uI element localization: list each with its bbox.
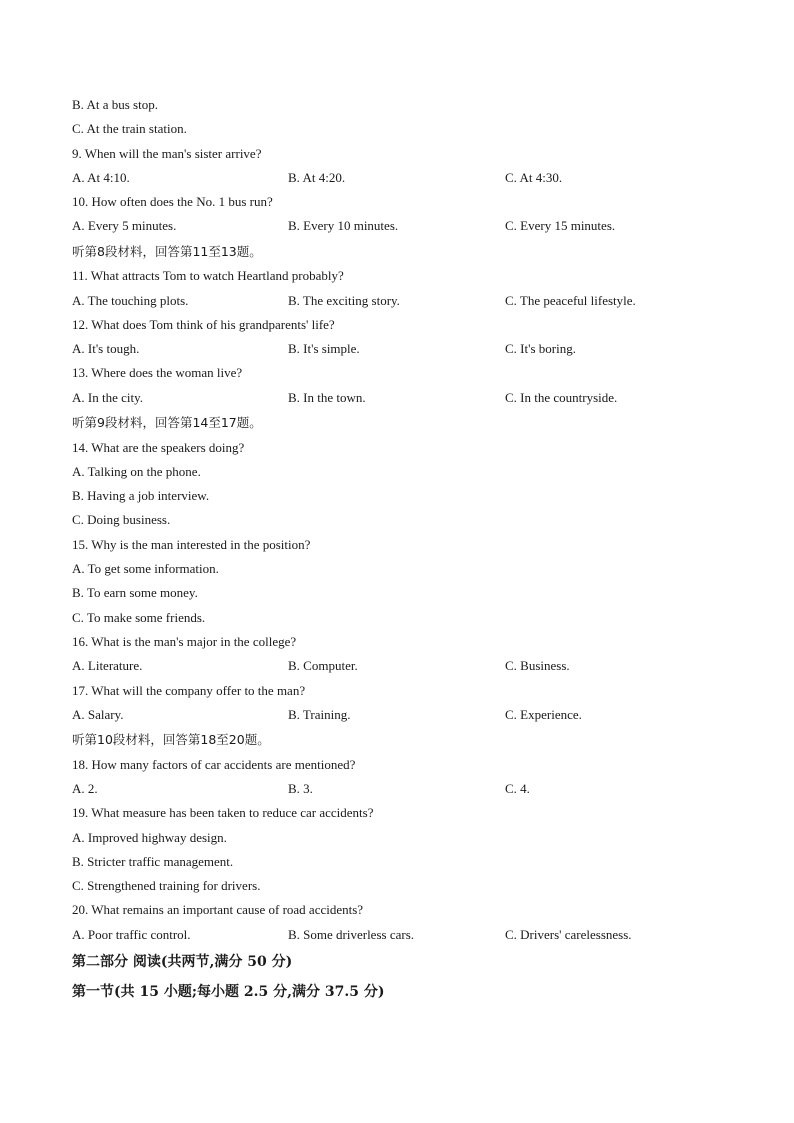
option-line: C. Strengthened training for drivers.: [72, 878, 261, 894]
option-a: A. Salary.: [72, 706, 124, 722]
question-text: 20. What remains an important cause of road accidents?: [72, 902, 364, 918]
option-b: B. Computer.: [288, 658, 358, 674]
option-b: B. Every 10 minutes.: [288, 218, 399, 234]
question-text: 18. How many factors of car accidents are mentioned?: [72, 756, 356, 772]
question-text: 12. What does Tom think of his grandparents' life?: [72, 316, 335, 332]
option-c: C. Every 15 minutes.: [505, 218, 616, 234]
option-b: B. In the town.: [288, 389, 366, 405]
option-c: C. It's boring.: [505, 341, 576, 357]
document-page: [72, 93, 732, 1007]
question-text: 13. Where does the woman live?: [72, 365, 243, 381]
option-a: A. 2.: [72, 780, 98, 796]
option-a: A. In the city.: [72, 389, 143, 405]
option-a: A. At 4:10.: [72, 169, 130, 185]
option-c: C. 4.: [505, 780, 530, 796]
option-b: B. The exciting story.: [288, 292, 400, 308]
option-line: C. At the train station.: [72, 121, 187, 137]
answer-options-row: [72, 777, 732, 801]
question-text: 11. What attracts Tom to watch Heartland probably?: [72, 268, 344, 284]
option-b: B. At 4:20.: [288, 169, 346, 185]
answer-options-row: [72, 214, 732, 238]
question-text: 14. What are the speakers doing?: [72, 439, 245, 455]
option-a: A. Poor traffic control.: [72, 926, 191, 942]
question-text: 15. Why is the man interested in the position?: [72, 536, 311, 552]
answer-options-row: [72, 703, 732, 727]
option-c: C. In the countryside.: [505, 389, 618, 405]
question-text: 17. What will the company offer to the man?: [72, 682, 306, 698]
section-instruction: 听第10段材料，回答第18至20题。: [72, 732, 270, 748]
option-a: A. Literature.: [72, 658, 143, 674]
option-b: B. Some driverless cars.: [288, 926, 415, 942]
section-instruction: 听第8段材料，回答第11至13题。: [72, 243, 262, 259]
option-c: C. The peaceful lifestyle.: [505, 292, 636, 308]
option-line: A. Talking on the phone.: [72, 463, 201, 479]
answer-options-row: [72, 923, 732, 947]
option-c: C. Business.: [505, 658, 570, 674]
option-a: A. It's tough.: [72, 341, 140, 357]
part-heading: 第一节(共 15 小题;每小题 2.5 分,满分 37.5 分): [72, 984, 385, 1000]
answer-options-row: [72, 654, 732, 678]
option-c: C. Experience.: [505, 706, 582, 722]
answer-options-row: [72, 289, 732, 313]
question-text: 9. When will the man's sister arrive?: [72, 145, 262, 161]
option-a: A. Every 5 minutes.: [72, 218, 177, 234]
option-b: B. Training.: [288, 706, 351, 722]
question-text: 19. What measure has been taken to reduce car accidents?: [72, 805, 374, 821]
part-heading: 第二部分 阅读(共两节,满分 50 分): [72, 954, 293, 970]
option-line: B. To earn some money.: [72, 585, 198, 601]
option-b: B. It's simple.: [288, 341, 360, 357]
option-line: B. At a bus stop.: [72, 97, 158, 112]
option-a: A. The touching plots.: [72, 292, 189, 308]
option-line: C. Doing business.: [72, 512, 171, 528]
section-instruction: 听第9段材料，回答第14至17题。: [72, 415, 262, 431]
option-line: B. Stricter traffic management.: [72, 853, 234, 869]
option-c: C. Drivers' carelessness.: [505, 926, 632, 942]
answer-options-row: [72, 166, 732, 190]
question-text: 16. What is the man's major in the college?: [72, 633, 297, 649]
option-line: C. To make some friends.: [72, 609, 206, 625]
option-b: B. 3.: [288, 780, 313, 796]
answer-options-row: [72, 386, 732, 410]
answer-options-row: [72, 337, 732, 361]
option-line: B. Having a job interview.: [72, 488, 210, 504]
option-line: A. Improved highway design.: [72, 829, 227, 845]
question-text: 10. How often does the No. 1 bus run?: [72, 194, 273, 210]
option-line: A. To get some information.: [72, 561, 219, 577]
option-c: C. At 4:30.: [505, 169, 563, 185]
